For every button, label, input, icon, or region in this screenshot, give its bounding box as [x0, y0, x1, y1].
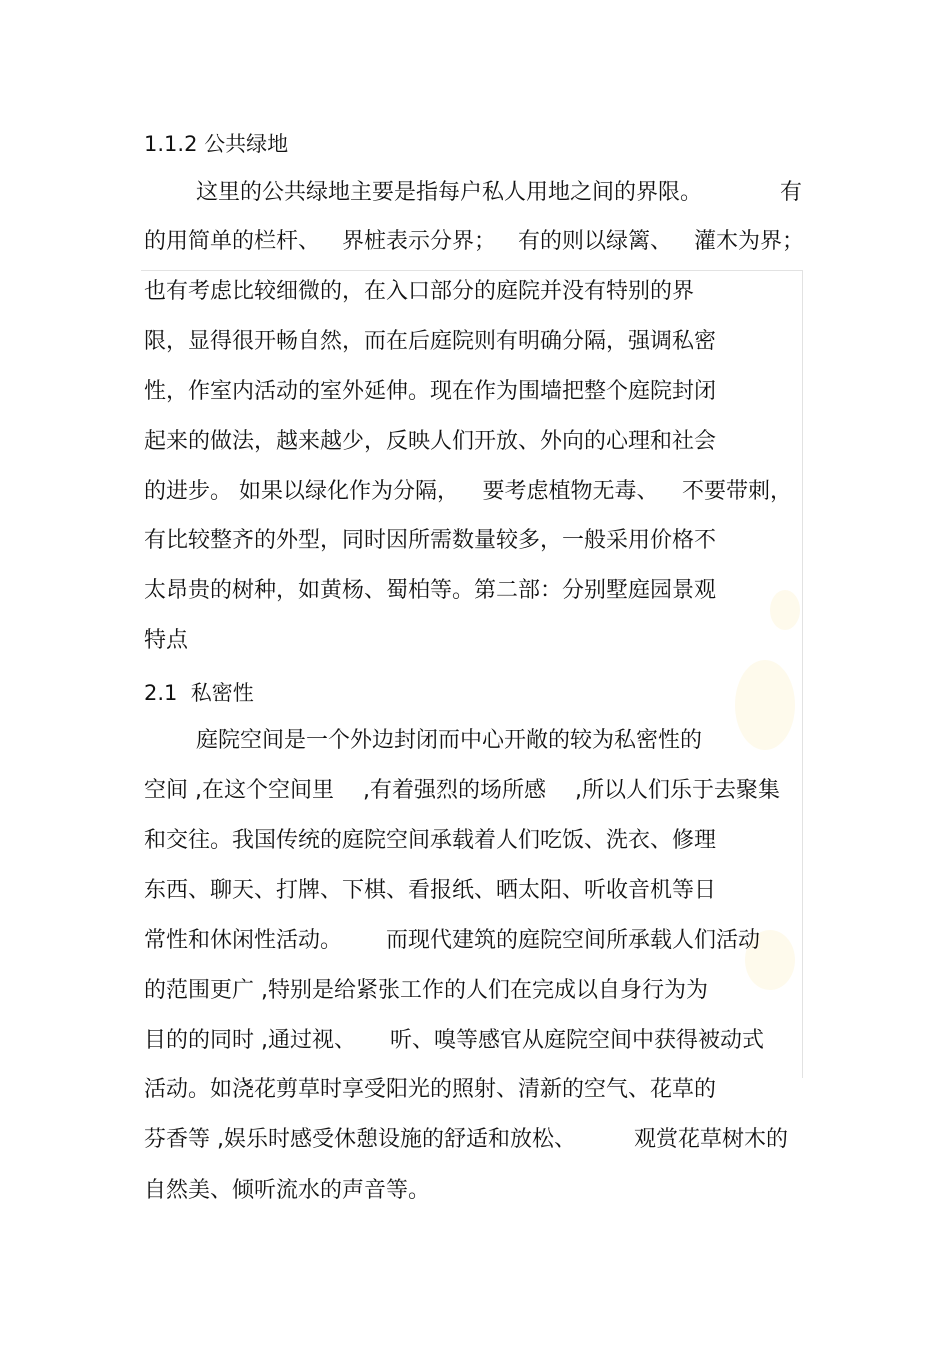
text-segment: 芬香等 ,娱乐时感受休憩设施的舒适和放松、 [144, 1127, 576, 1152]
paragraph-line: 性，作室内活动的室外延伸。现在作为围墙把整个庭院封闭 [144, 379, 717, 404]
paragraph-line: 的范围更广 ,特别是给紧张工作的人们在完成以自身行为为 [144, 978, 708, 1003]
text-segment: 的用简单的栏杆、 [144, 229, 321, 254]
text-segment: 要考虑植物无毒、 [482, 479, 659, 504]
paragraph-line [144, 227, 804, 257]
paragraph-line: 起来的做法，越来越少，反映人们开放、外向的心理和社会 [144, 429, 717, 454]
paragraph-line: 自然美、倾听流水的声音等。 [144, 1178, 431, 1203]
paper-stain [735, 660, 795, 750]
paragraph-line [144, 926, 760, 956]
section-heading-2-1: 2.1 私密性 [144, 681, 254, 705]
text-segment: 而现代建筑的庭院空间所承载人们活动 [385, 928, 760, 953]
paragraph-line [196, 178, 802, 208]
text-segment: 这里的公共绿地主要是指每户私人用地之间的界限。 [196, 180, 703, 205]
text-segment: ,所以人们乐于去聚集 [575, 778, 780, 803]
paragraph-line [144, 1026, 764, 1056]
text-segment: 的进步。 如果以绿化作为分隔， [144, 479, 459, 504]
paragraph-line: 限，显得很开畅自然，而在后庭院则有明确分隔，强调私密 [144, 329, 717, 354]
paragraph-line [144, 776, 780, 806]
text-segment: 灌木为界； [693, 229, 804, 254]
paragraph-line: 活动。如浇花剪草时享受阳光的照射、清新的空气、花草的 [144, 1077, 717, 1102]
text-segment: 有 [779, 180, 802, 205]
paragraph-line: 东西、聊天、打牌、下棋、看报纸、晒太阳、听收音机等日 [144, 878, 717, 903]
paragraph-line: 庭院空间是一个外边封闭而中心开敞的较为私密性的 [196, 728, 703, 753]
text-segment: 空间 ,在这个空间里 [144, 778, 334, 803]
text-segment: 常性和休闲性活动。 [144, 928, 343, 953]
text-segment: ,有着强烈的场所感 [363, 778, 546, 803]
text-segment: 观赏花草树木的 [633, 1127, 788, 1152]
paragraph-line [144, 477, 792, 507]
text-segment: 不要带刺， [681, 479, 792, 504]
section-heading-1-1-2: 1.1.2 公共绿地 [144, 132, 289, 156]
text-segment: 有的则以绿篱、 [517, 229, 672, 254]
paragraph-line: 有比较整齐的外型，同时因所需数量较多，一般采用价格不 [144, 528, 717, 553]
text-segment: 目的的同时 ,通过视、 [144, 1028, 356, 1053]
paper-stain [770, 590, 800, 630]
paragraph-line: 和交往。我国传统的庭院空间承载着人们吃饭、洗衣、修理 [144, 828, 717, 853]
text-segment: 界桩表示分界； [341, 229, 496, 254]
paragraph-line: 也有考虑比较细微的，在入口部分的庭院并没有特别的界 [144, 279, 695, 304]
paragraph-line [144, 1125, 788, 1155]
paragraph-line: 太昂贵的树种，如黄杨、蜀柏等。第二部：分别墅庭园景观 [144, 578, 717, 603]
paragraph-line: 特点 [144, 628, 189, 653]
text-segment: 听、嗅等感官从庭院空间中获得被动式 [389, 1028, 764, 1053]
